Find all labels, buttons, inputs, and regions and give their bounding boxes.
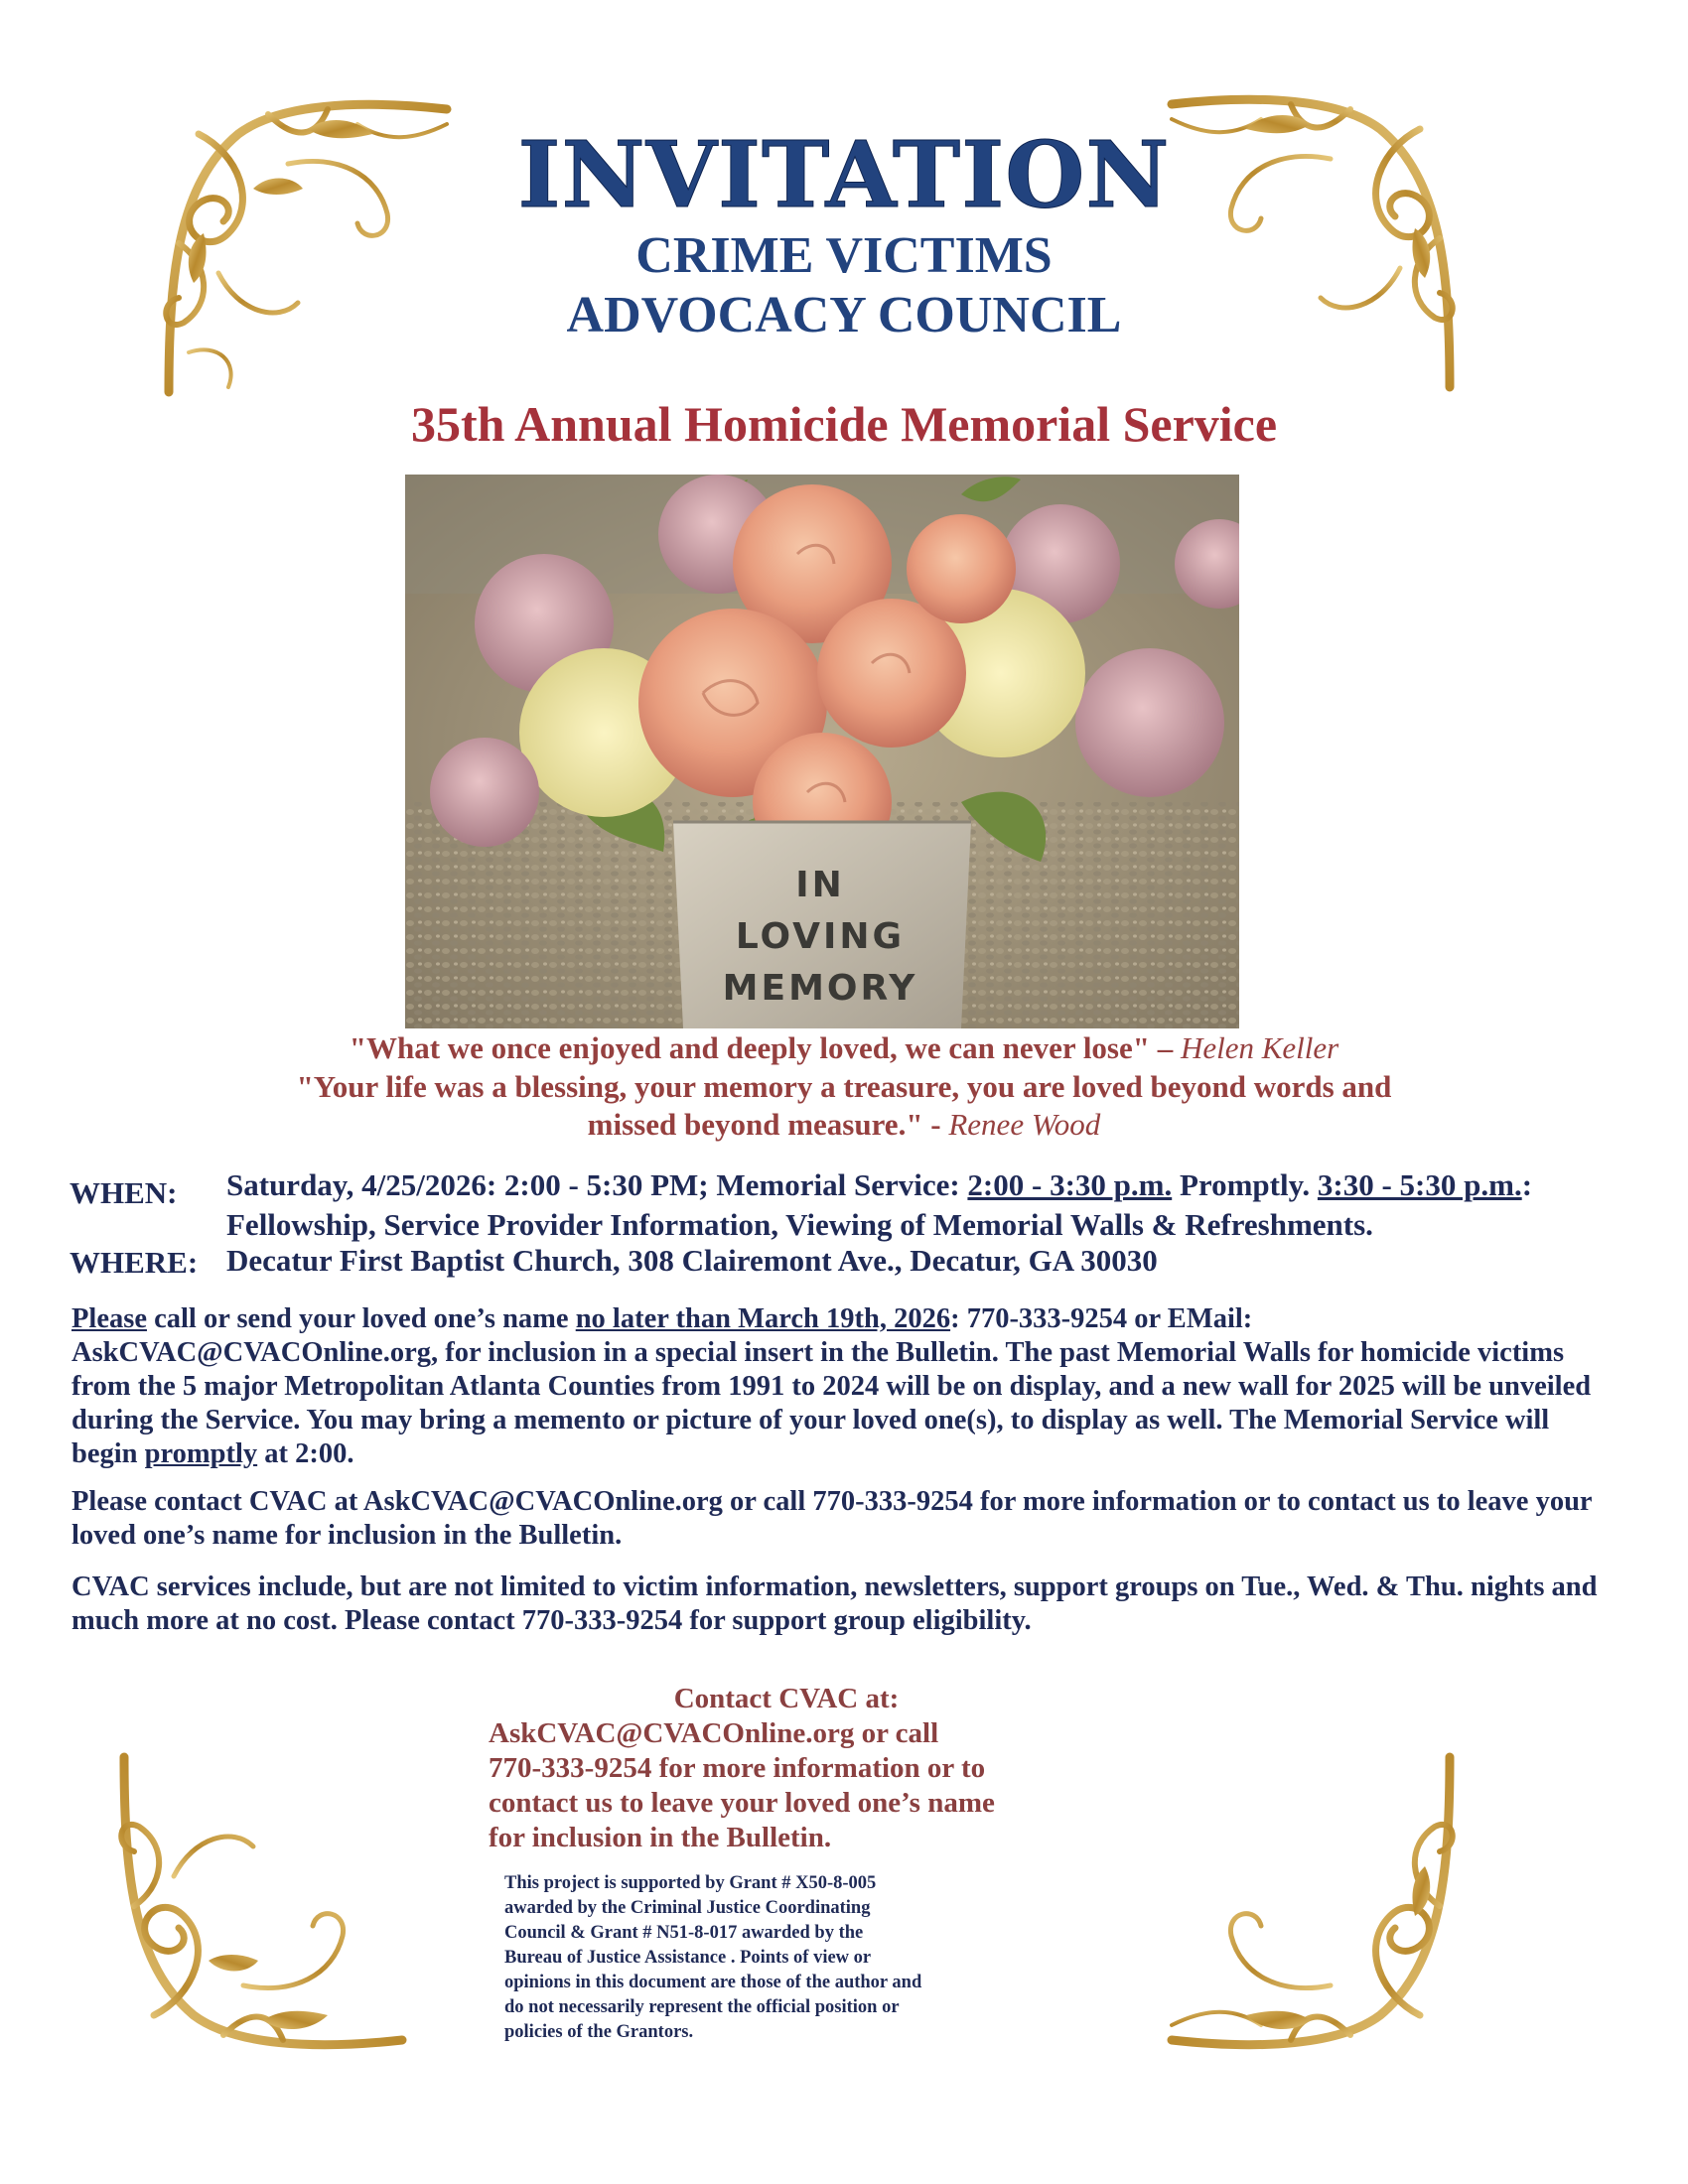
deadline-text: no later than March 19th, 2026: [575, 1303, 951, 1334]
quote-2-line-1: "Your life was a blessing, your memory a treasure, you are loved beyond words and: [296, 1069, 1392, 1104]
please-word: Please: [71, 1303, 147, 1334]
contact-line-3: contact us to leave your loved one’s name: [489, 1787, 995, 1819]
organization-name: [0, 226, 1688, 345]
contact-cvac-box: [489, 1682, 1045, 1855]
p1-part-c: at 2:00.: [257, 1438, 354, 1469]
submission-paragraph: [71, 1302, 1601, 1471]
quote-2-author: Renee Wood: [948, 1107, 1101, 1142]
where-label: WHERE:: [70, 1245, 199, 1280]
gold-flourish-bottom-right-ornament: [1152, 1747, 1460, 2055]
gold-flourish-bottom-left-ornament: [114, 1747, 422, 2055]
contact-line-4: for inclusion in the Bulletin.: [489, 1822, 832, 1853]
stone-text-loving: LOVING: [735, 916, 906, 957]
service-time: 2:00 - 3:30 p.m.: [967, 1167, 1173, 1202]
when-activities: : Fellowship, Service Provider Information, Viewing of Memorial Walls & Refreshments.: [226, 1167, 1533, 1242]
grant-disclaimer: [504, 1871, 1021, 2045]
quote-1-text: "What we once enjoyed and deeply loved, we can never lose" –: [349, 1030, 1181, 1065]
disclaimer-line-4: Bureau of Justice Assistance . Points of view or: [504, 1948, 872, 1968]
service-title: 35th Annual Homicide Memorial Service: [410, 396, 1278, 452]
when-date-time: Saturday, 4/25/2026: 2:00 - 5:30 PM; Memorial Service:: [226, 1167, 968, 1202]
disclaimer-line-3: Council & Grant # N51-8-017 awarded by the: [504, 1923, 864, 1943]
quote-2-line-2: missed beyond measure." -: [587, 1107, 949, 1142]
disclaimer-line-6: do not necessarily represent the official position or: [504, 1997, 900, 2017]
quote-helen-keller: [0, 1030, 1688, 1066]
memorial-flowers-photo: [405, 475, 1239, 1028]
promptly-word: promptly: [144, 1438, 258, 1469]
when-label: WHEN:: [70, 1175, 178, 1210]
invitation-title: INVITATION: [517, 121, 1171, 228]
services-paragraph: CVAC services include, but are not limited to victim information, newsletters, support groups on Tue., Wed. & Thu. nights and much more at no cost. Please contact 770-333-9254 for support group eligibility.: [71, 1571, 1598, 1636]
disclaimer-line-1: This project is supported by Grant # X50-8-005: [504, 1873, 877, 1893]
fellowship-time: 3:30 - 5:30 p.m.: [1317, 1167, 1522, 1202]
disclaimer-line-5: opinions in this document are those of the author and: [504, 1973, 922, 1992]
stone-text-memory: MEMORY: [722, 968, 918, 1009]
org-name-line-1: CRIME VICTIMS: [635, 227, 1053, 284]
org-name-line-2: ADVOCACY COUNCIL: [566, 287, 1122, 343]
quote-1-author: Helen Keller: [1180, 1030, 1339, 1065]
disclaimer-line-2: awarded by the Criminal Justice Coordinating: [504, 1898, 871, 1918]
stone-text-in: IN: [795, 865, 845, 905]
disclaimer-line-7: policies of the Grantors.: [504, 2022, 694, 2042]
contact-line-1: AskCVAC@CVACOnline.org or call: [489, 1717, 939, 1749]
contact-heading: Contact CVAC at:: [673, 1683, 900, 1714]
p1-part-b: : 770-333-9254 or EMail: AskCVAC@CVACOnline.org, for inclusion in a special insert in the Bulletin. The past Memorial Walls for homicide victims from the 5 major Metropolitan Atlanta Counties from 1991 to 2024 will be on display, and a new wall for 2025 will be unveiled during the Service. You may bring a memento or picture of your loved one(s), to display as well. The Memorial Service will begin: [71, 1303, 1592, 1469]
quote-renee-wood: [0, 1068, 1688, 1144]
when-details: [226, 1165, 1597, 1245]
contact-line-2: 770-333-9254 for more information or to: [489, 1752, 986, 1784]
where-address: Decatur First Baptist Church, 308 Clairemont Ave., Decatur, GA 30030: [226, 1243, 1158, 1278]
p1-part-a: call or send your loved one’s name: [146, 1303, 576, 1334]
when-promptly: Promptly.: [1172, 1167, 1318, 1202]
contact-paragraph: Please contact CVAC at AskCVAC@CVACOnline.org or call 770-333-9254 for more information or to contact us to leave your loved one’s name for inclusion in the Bulletin.: [71, 1486, 1593, 1551]
